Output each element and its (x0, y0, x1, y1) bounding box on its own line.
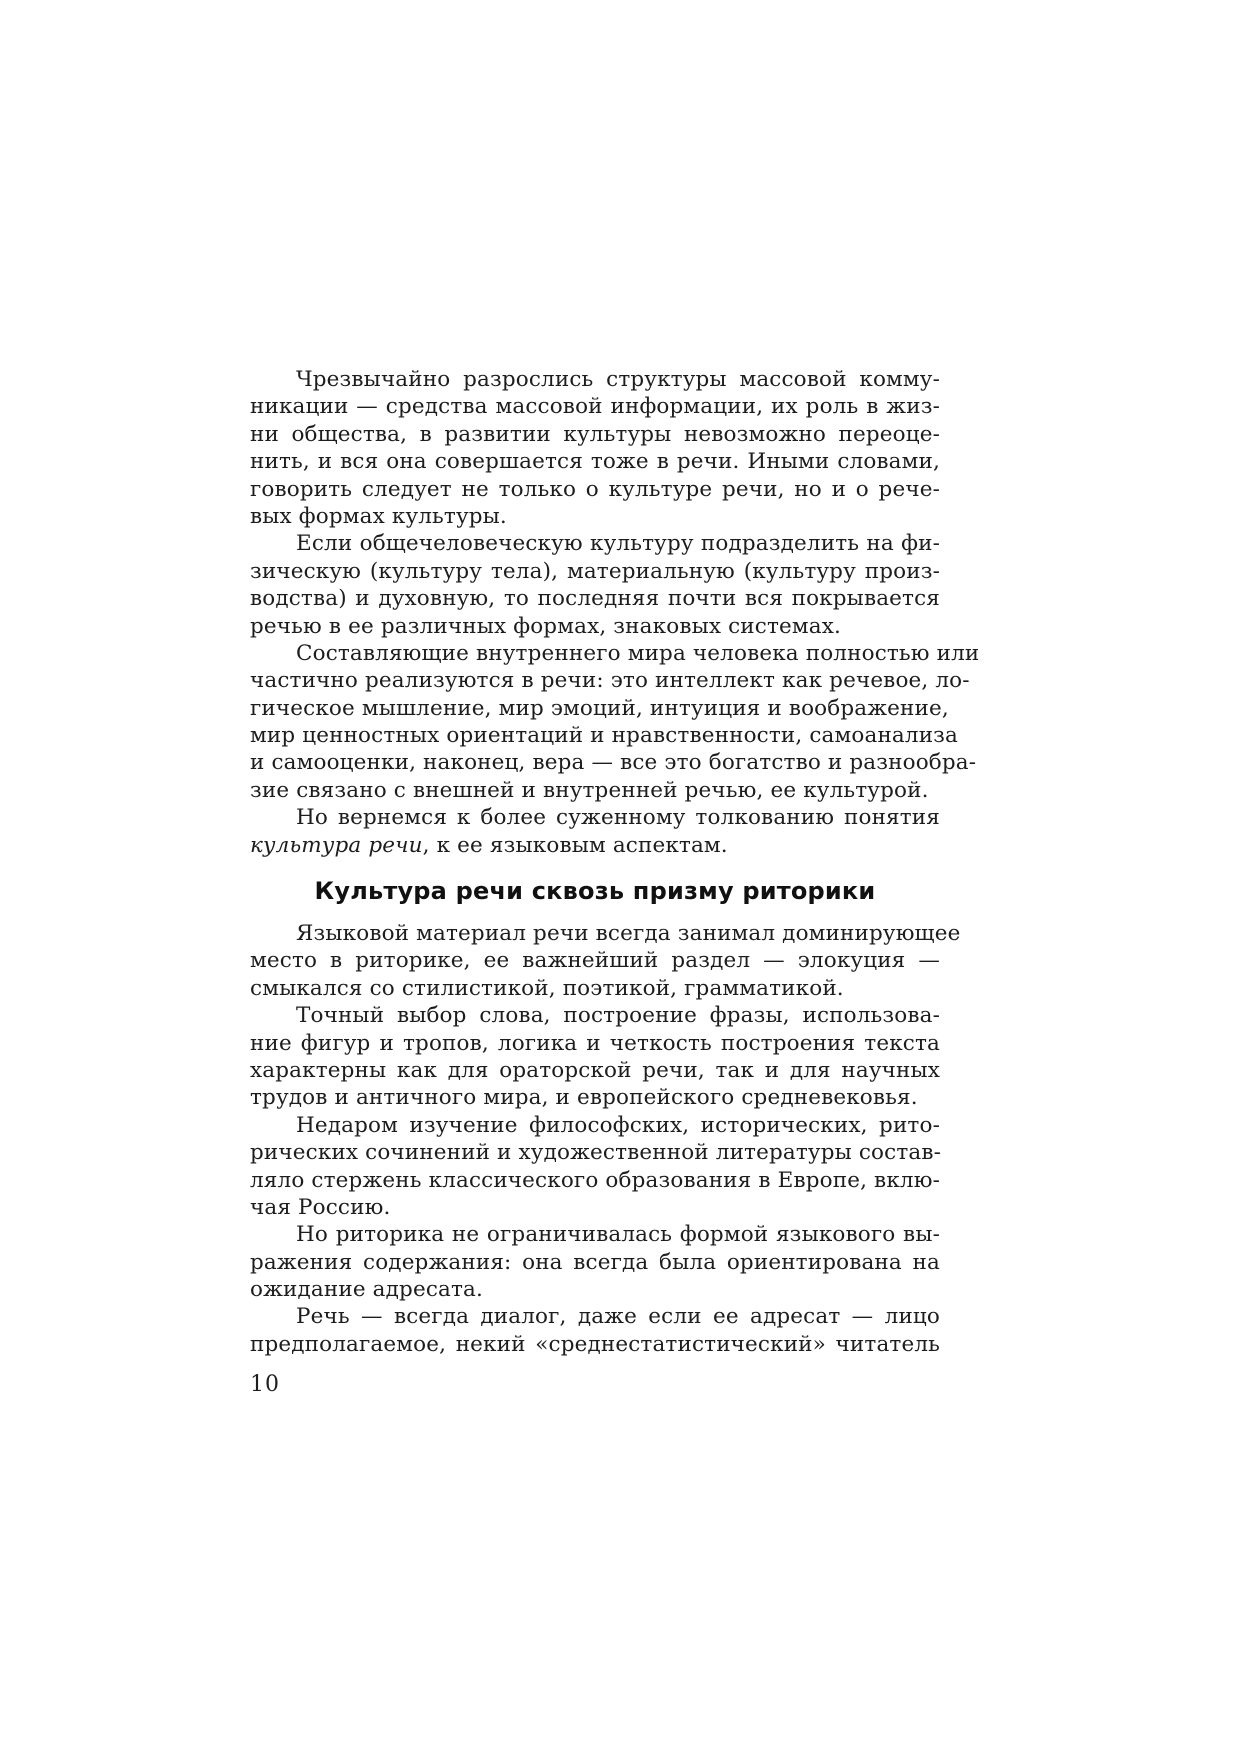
text-line: рических сочинений и художественной литературы состав- (250, 1140, 942, 1166)
text-line: вых формах культуры. (250, 503, 507, 529)
text-line: Речь — всегда диалог, даже если ее адресат — лицо (296, 1304, 940, 1330)
text-line: трудов и античного мира, и европейского средневековья. (250, 1085, 918, 1111)
text-line (250, 832, 940, 859)
text-block-bottom (250, 920, 961, 1358)
text-line: место в риторике, ее важнейший раздел — элокуция — (250, 948, 940, 974)
text-line: никации — средства массовой информации, их роль в жиз- (250, 394, 940, 420)
text-line: и самооценки, наконец, вера — все это богатство и разнообра- (250, 750, 977, 776)
italic-term: культура речи (250, 832, 423, 858)
text-line: характерны как для ораторской речи, так и для научных (250, 1057, 940, 1083)
text-line: ние фигур и тропов, логика и четкость построения текста (250, 1030, 940, 1056)
text-line: Если общечеловеческую культуру подразделить на фи- (296, 531, 940, 557)
text-line-rest: , к ее языковым аспектам. (422, 832, 728, 858)
text-line: ожидание адресата. (250, 1277, 483, 1303)
text-line: мир ценностных ориентаций и нравственности, самоанализа (250, 723, 959, 749)
text-line: ни общества, в развитии культуры невозможно переоце- (250, 421, 940, 447)
text-line: Но риторика не ограничивалась формой языкового вы- (296, 1222, 940, 1248)
text-line: чая Россию. (250, 1194, 391, 1220)
text-line: Чрезвычайно разрослись структуры массовой комму- (296, 367, 940, 392)
text-block-top (250, 366, 980, 859)
text-line: Но вернемся к более суженному толкованию понятия (296, 805, 940, 831)
text-line: зие связано с внешней и внутренней речью, ее культурой. (250, 777, 929, 803)
text-line: предполагаемое, некий «среднестатистический» читатель (250, 1331, 940, 1357)
text-line: речью в ее различных формах, знаковых системах. (250, 613, 841, 639)
text-line: Составляющие внутреннего мира человека полностью или (296, 640, 980, 666)
text-line: Языковой материал речи всегда занимал доминирующее (296, 921, 961, 946)
text-line: ражения содержания: она всегда была ориентирована на (250, 1249, 940, 1275)
text-line: Точный выбор слова, построение фразы, использова- (296, 1003, 940, 1029)
text-line: нить, и вся она совершается тоже в речи. Иными словами, (250, 449, 940, 475)
text-line: водства) и духовную, то последняя почти вся покрывается (250, 586, 940, 612)
text-line: говорить следует не только о культуре речи, но и о рече- (250, 476, 940, 502)
text-line: частично реализуются в речи: это интеллект как речевое, ло- (250, 668, 970, 694)
text-line: Недаром изучение философских, исторических, рито- (296, 1112, 940, 1138)
text-line: смыкался со стилистикой, поэтикой, грамматикой. (250, 975, 844, 1001)
page-number: 10 (250, 1372, 280, 1397)
section-heading: Культура речи сквозь призму риторики (314, 877, 876, 905)
text-line: гическое мышление, мир эмоций, интуиция и воображение, (250, 695, 949, 721)
text-line: ляло стержень классического образования в Европе, вклю- (250, 1167, 940, 1193)
text-line: зическую (культуру тела), материальную (культуру произ- (250, 558, 940, 584)
